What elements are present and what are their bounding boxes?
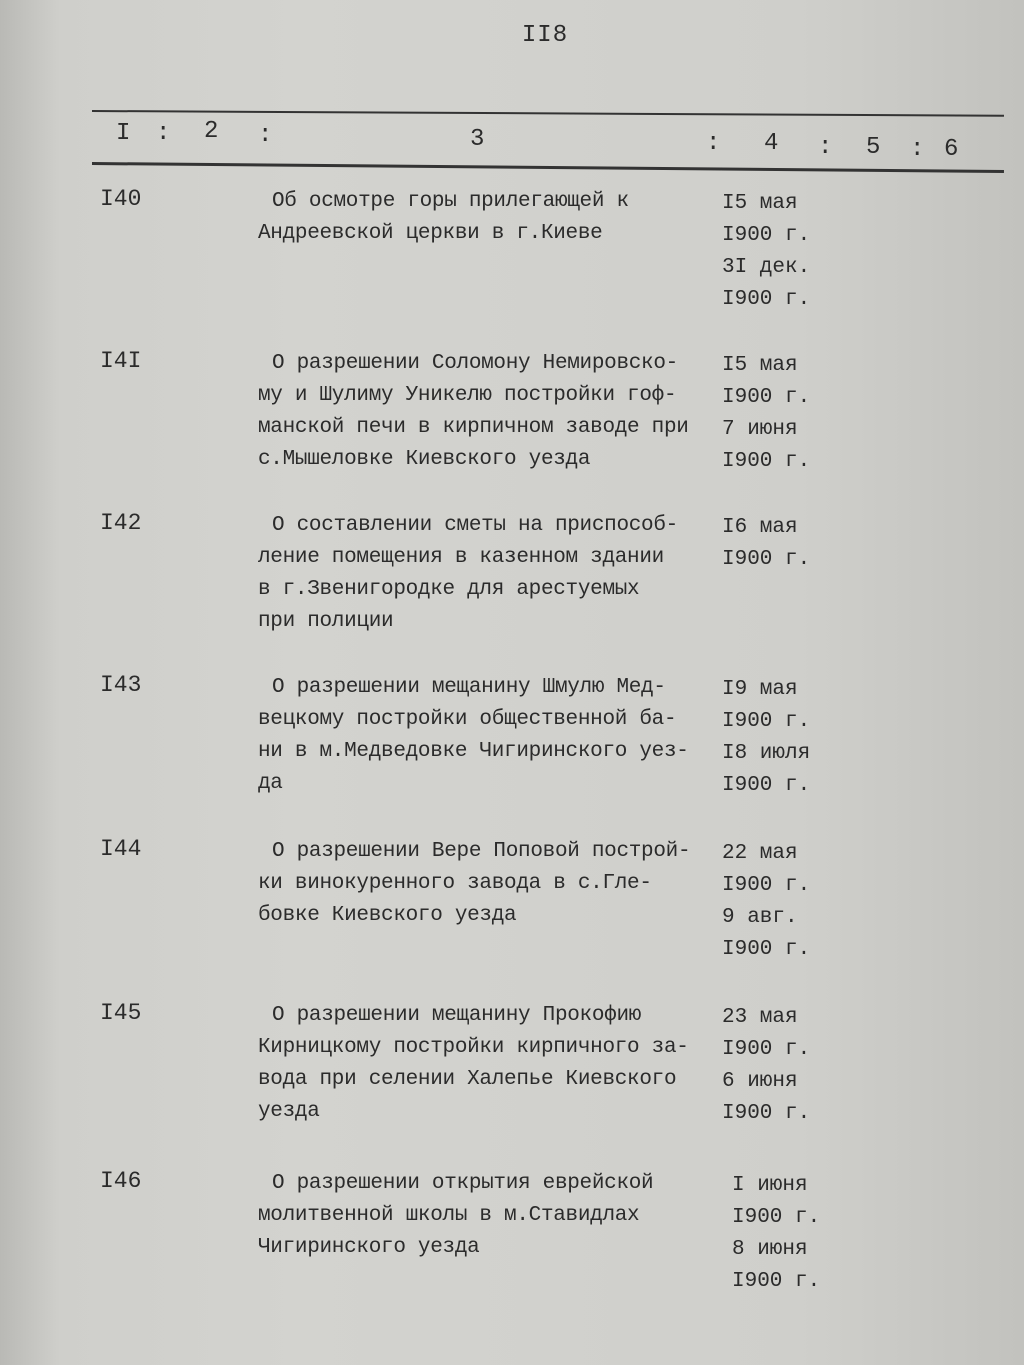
entry-title-line: бовке Киевского уезда xyxy=(258,904,517,927)
entry-number: I46 xyxy=(100,1168,142,1194)
entry-date-line: 22 мая xyxy=(722,842,798,865)
entry-date-line: I900 г. xyxy=(722,774,811,797)
entry-date-line: I900 г. xyxy=(722,874,811,897)
entry-date-line: I5 мая xyxy=(722,192,798,215)
page-number: II8 xyxy=(521,22,569,49)
entry-date-line: I июня xyxy=(732,1174,808,1197)
entry-title-line: в г.Звенигородке для арестуемых xyxy=(258,578,640,601)
entry-title-line: Чигиринского уезда xyxy=(258,1236,480,1259)
entry-title-line: му и Шулиму Уникелю постройки гоф- xyxy=(258,384,677,407)
entry-title-line: манской печи в кирпичном заводе при xyxy=(258,416,689,439)
entry-title-line: Андреевской церкви в г.Киеве xyxy=(258,222,603,245)
entry-dates xyxy=(722,838,852,966)
entry-title xyxy=(258,348,728,476)
entry-date-line: I900 г. xyxy=(722,710,811,733)
entry-title xyxy=(258,1168,728,1264)
entry-date-line: I900 г. xyxy=(722,288,811,311)
entry-dates xyxy=(722,188,852,316)
entry-number: I40 xyxy=(100,186,142,212)
entry-title xyxy=(258,510,728,638)
entry-date-line: I8 июля xyxy=(722,742,811,765)
entry-date-line: 8 июня xyxy=(732,1238,808,1261)
entry-date-line: I900 г. xyxy=(722,1102,811,1125)
entry-title-line: Об осмотре горы прилегающей к xyxy=(272,190,629,213)
entry-date-line: I900 г. xyxy=(722,224,811,247)
entry-date-line: I900 г. xyxy=(722,548,811,571)
entry-title-line: при полиции xyxy=(258,610,394,633)
entry-number: I43 xyxy=(100,672,142,698)
entry-number: I42 xyxy=(100,510,142,536)
entry-title-line: молитвенной школы в м.Ставидлах xyxy=(258,1204,640,1227)
entry-date-line: I900 г. xyxy=(732,1270,821,1293)
entry-title-line: О разрешении мещанину Шмулю Мед- xyxy=(272,676,666,699)
entry-title-line: О составлении сметы на приспособ- xyxy=(272,514,678,537)
entry-dates xyxy=(722,512,852,576)
entry-date-line: 9 авг. xyxy=(722,906,798,929)
header-rule-top xyxy=(92,110,1004,117)
entry-title-line: уезда xyxy=(258,1100,320,1123)
entry-date-line: I6 мая xyxy=(722,516,798,539)
column-header-2: 2 xyxy=(204,118,219,145)
entry-title xyxy=(258,836,728,932)
entry-date-line: I900 г. xyxy=(732,1206,821,1229)
entry-title xyxy=(258,186,742,250)
column-header-6: 6 xyxy=(944,136,959,163)
entry-date-line: I9 мая xyxy=(722,678,798,701)
entry-number: I45 xyxy=(100,1000,142,1026)
column-header-3: 3 xyxy=(470,126,485,153)
entry-title-line: Кирницкому постройки кирпичного за- xyxy=(258,1036,689,1059)
column-header-5: 5 xyxy=(866,134,881,161)
entry-title-line: О разрешении Вере Поповой построй- xyxy=(272,840,691,863)
entry-title-line: вецкому постройки общественной ба- xyxy=(258,708,677,731)
entry-dates xyxy=(732,1170,862,1298)
entry-number: I4I xyxy=(100,348,142,374)
column-separator: : xyxy=(818,134,833,161)
entry-title-line: вода при селении Халепье Киевского xyxy=(258,1068,677,1091)
entry-title-line: ни в м.Медведовке Чигиринского уез- xyxy=(258,740,689,763)
header-rule-bottom xyxy=(92,162,1004,173)
entry-dates xyxy=(722,1002,852,1130)
entry-title-line: да xyxy=(258,772,283,795)
column-separator: : xyxy=(156,120,171,147)
entry-date-line: 23 мая xyxy=(722,1006,798,1029)
entry-date-line: 6 июня xyxy=(722,1070,798,1093)
entry-title-line: О разрешении мещанину Прокофию xyxy=(272,1004,642,1027)
entry-title xyxy=(258,672,728,800)
entry-title-line: ление помещения в казенном здании xyxy=(258,546,664,569)
column-separator: : xyxy=(706,130,721,157)
entry-date-line: I900 г. xyxy=(722,1038,811,1061)
entry-title-line: О разрешении Соломону Немировско- xyxy=(272,352,678,375)
entry-date-line: I900 г. xyxy=(722,938,811,961)
column-separator: : xyxy=(258,122,273,149)
entry-date-line: 7 июня xyxy=(722,418,798,441)
column-header-4: 4 xyxy=(764,130,779,157)
entry-date-line: I900 г. xyxy=(722,450,811,473)
entry-title xyxy=(258,1000,728,1128)
column-header-1: I xyxy=(116,120,131,147)
entry-number: I44 xyxy=(100,836,142,862)
entry-dates xyxy=(722,350,852,478)
entry-title-line: ки винокуренного завода в с.Гле- xyxy=(258,872,652,895)
entry-date-line: 3I дек. xyxy=(722,256,811,279)
entry-date-line: I5 мая xyxy=(722,354,798,377)
entry-title-line: О разрешении открытия еврейской xyxy=(272,1172,654,1195)
entry-title-line: с.Мышеловке Киевского уезда xyxy=(258,448,591,471)
entry-date-line: I900 г. xyxy=(722,386,811,409)
column-separator: : xyxy=(910,136,925,163)
entry-dates xyxy=(722,674,852,802)
